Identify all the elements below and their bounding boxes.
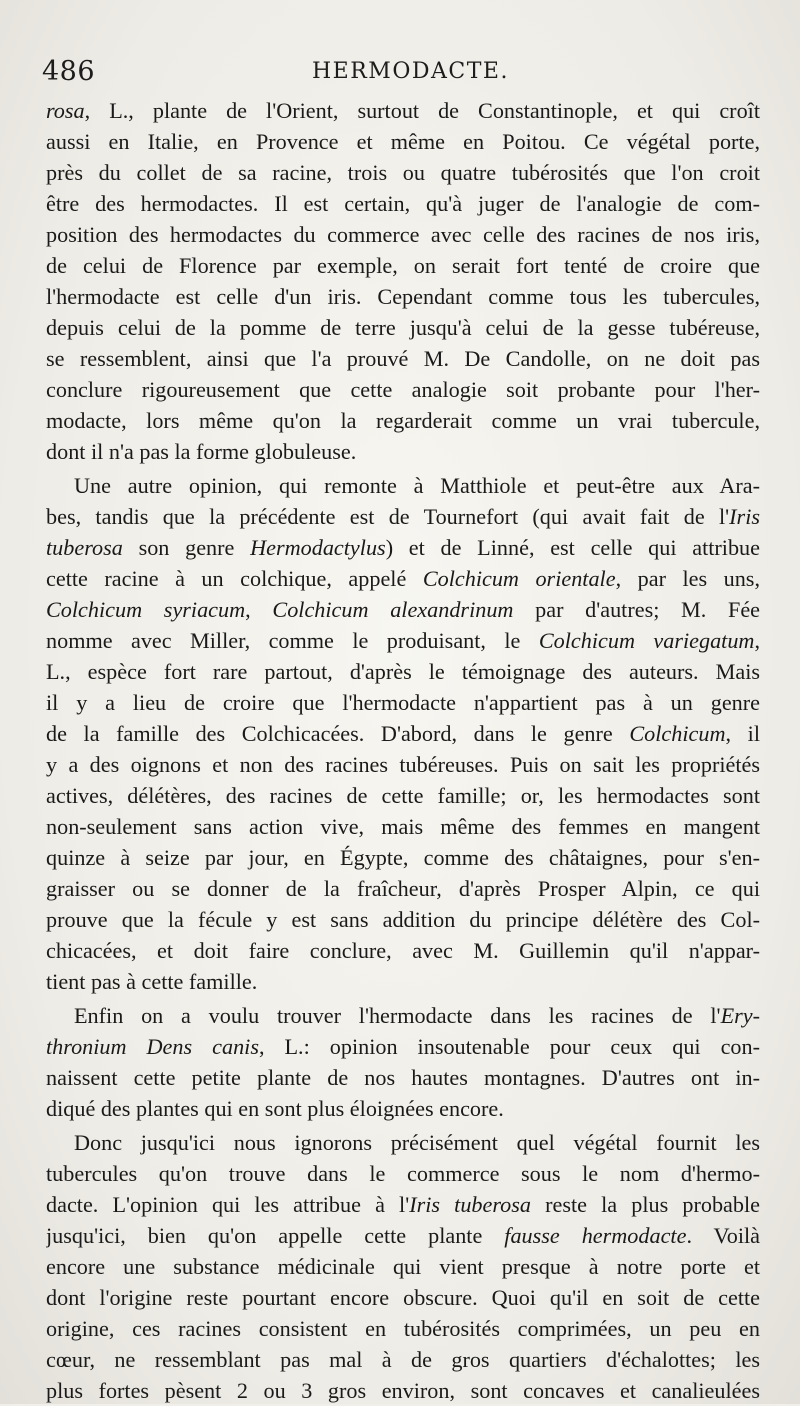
text-line: de celui de Florence par exemple, on serait fort tenté de croire que	[46, 253, 760, 278]
text-line: cette racine à un colchique, appelé Colchicum orientale, par les uns,	[46, 566, 760, 591]
text-line: chicacées, et doit faire conclure, avec M. Guillemin qu'il n'appar-	[46, 938, 760, 963]
text-line: plus fortes pèsent 2 ou 3 gros environ, sont concaves et canalieulées	[46, 1378, 760, 1403]
text-line: naissent cette petite plante de nos hautes montagnes. D'autres ont in-	[46, 1065, 760, 1090]
text-line: rosa, L., plante de l'Orient, surtout de Constantinople, et qui croît	[46, 98, 760, 123]
text-line: nomme avec Miller, comme le produisant, le Colchicum variegatum,	[46, 628, 760, 653]
paragraph	[46, 95, 760, 467]
italic-term: rosa	[46, 98, 85, 123]
italic-term: tuberosa	[46, 535, 123, 560]
text-line: actives, délétères, des racines de cette famille; or, les hermodactes sont	[46, 783, 760, 808]
italic-term: Ery-	[720, 1003, 760, 1028]
body-text	[46, 95, 760, 1406]
text-line: se ressemblent, ainsi que l'a prouvé M. De Candolle, on ne doit pas	[46, 346, 760, 371]
text-line: L., espèce fort rare partout, d'après le témoignage des auteurs. Mais	[46, 659, 760, 684]
text-line: tuberosa son genre Hermodactylus) et de Linné, est celle qui attribue	[46, 535, 760, 560]
text-line: près du collet de sa racine, trois ou quatre tubérosités que l'on croit	[46, 160, 760, 185]
text-line: l'hermodacte est celle d'un iris. Cependant comme tous les tubercules,	[46, 284, 760, 309]
paragraph	[46, 470, 760, 997]
text-line: modacte, lors même qu'on la regarderait comme un vrai tubercule,	[46, 408, 760, 433]
text-line: origine, ces racines consistent en tubérosités comprimées, un peu en	[46, 1316, 760, 1341]
text-line: thronium Dens canis, L.: opinion insoutenable pour ceux qui con-	[46, 1034, 760, 1059]
running-head: HERMODACTE.	[312, 59, 509, 84]
paragraph	[46, 1127, 760, 1406]
text-line: diqué des plantes qui en sont plus éloignées encore.	[46, 1096, 504, 1121]
text-line: graisser ou se donner de la fraîcheur, d'après Prosper Alpin, ce qui	[46, 876, 760, 901]
italic-term: Colchicum syriacum	[46, 597, 246, 622]
italic-term: thronium Dens canis	[46, 1034, 259, 1059]
text-line: Colchicum syriacum, Colchicum alexandrinum par d'autres; M. Fée	[46, 597, 760, 622]
text-line: il y a lieu de croire que l'hermodacte n'appartient pas à un genre	[46, 690, 760, 715]
italic-term: Colchicum	[629, 721, 726, 746]
text-line: conclure rigoureusement que cette analogie soit probante pour l'her-	[46, 377, 760, 402]
italic-term: Iris	[729, 504, 760, 529]
text-line: tient pas à cette famille.	[46, 969, 258, 994]
page-header	[42, 56, 762, 90]
text-line: Enfin on a voulu trouver l'hermodacte dans les racines de l'Ery-	[74, 1003, 760, 1028]
italic-term: Colchicum alexandrinum	[272, 597, 514, 622]
text-line: être des hermodactes. Il est certain, qu'à juger de l'analogie de com-	[46, 191, 760, 216]
text-line: y a des oignons et non des racines tubéreuses. Puis on sait les propriétés	[46, 752, 760, 777]
text-line: non-seulement sans action vive, mais même des femmes en mangent	[46, 814, 760, 839]
text-line: dont l'origine reste pourtant encore obscure. Quoi qu'il en soit de cette	[46, 1285, 760, 1310]
italic-term: Iris tuberosa	[409, 1192, 531, 1217]
text-line: dont il n'a pas la forme globuleuse.	[46, 439, 357, 464]
text-line: bes, tandis que la précédente est de Tournefort (qui avait fait de l'Iris	[46, 504, 760, 529]
text-line: position des hermodactes du commerce avec celle des racines de nos iris,	[46, 222, 760, 247]
text-line: jusqu'ici, bien qu'on appelle cette plante fausse hermodacte. Voilà	[46, 1223, 760, 1248]
text-line: Donc jusqu'ici nous ignorons précisément quel végétal fournit les	[74, 1130, 760, 1155]
italic-term: Colchicum variegatum	[538, 628, 755, 653]
text-line: prouve que la fécule y est sans addition du principe délétère des Col-	[46, 907, 760, 932]
italic-term: fausse hermodacte	[504, 1223, 687, 1248]
italic-term: Colchicum orientale	[422, 566, 616, 591]
paragraph	[46, 1000, 760, 1124]
text-line: aussi en Italie, en Provence et même en Poitou. Ce végétal porte,	[46, 129, 760, 154]
text-line: de la famille des Colchicacées. D'abord, dans le genre Colchicum, il	[46, 721, 760, 746]
text-line: dacte. L'opinion qui les attribue à l'Iris tuberosa reste la plus probable	[46, 1192, 760, 1217]
text-line: cœur, ne ressemblant pas mal à de gros quartiers d'échalottes; les	[46, 1347, 760, 1372]
text-line: encore une substance médicinale qui vient presque à notre porte et	[46, 1254, 760, 1279]
text-line: depuis celui de la pomme de terre jusqu'à celui de la gesse tubéreuse,	[46, 315, 760, 340]
page-number: 486	[42, 56, 96, 87]
text-line: Une autre opinion, qui remonte à Matthiole et peut-être aux Ara-	[74, 473, 760, 498]
italic-term: Hermodactylus	[250, 535, 386, 560]
text-line: quinze à seize par jour, en Égypte, comme des châtaignes, pour s'en-	[46, 845, 760, 870]
text-line: tubercules qu'on trouve dans le commerce sous le nom d'hermo-	[46, 1161, 760, 1186]
